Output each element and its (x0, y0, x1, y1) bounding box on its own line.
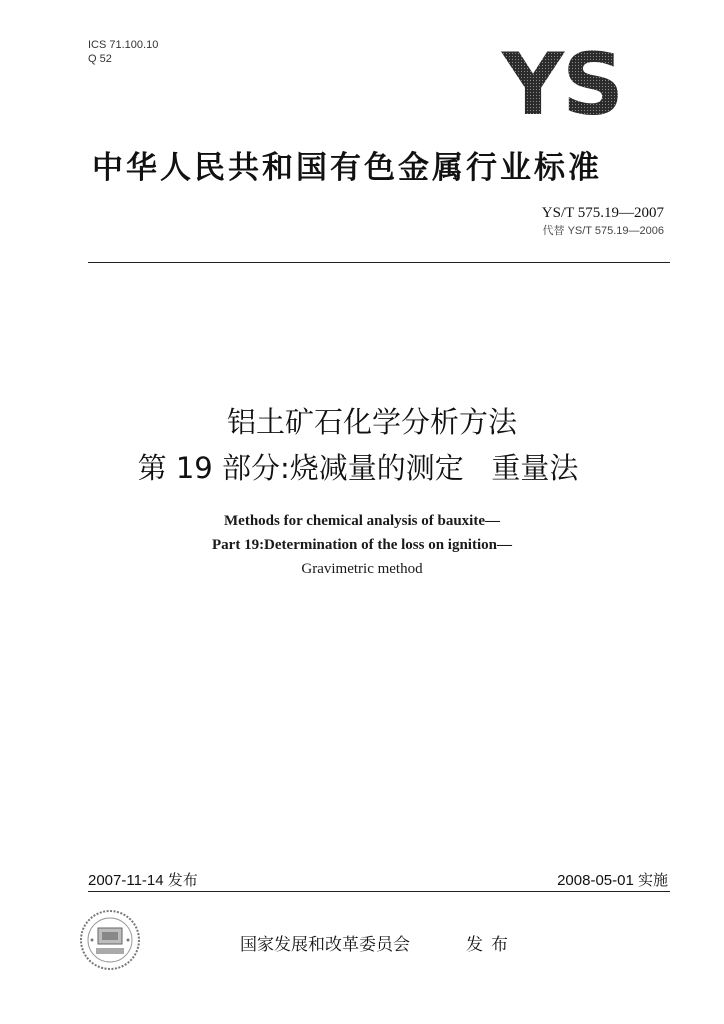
classification-codes (88, 38, 158, 66)
ics-code: ICS 71.100.10 (88, 39, 159, 51)
official-seal-icon (78, 908, 142, 972)
organization-title: 中华人民共和国有色金属行业标准 (92, 150, 602, 186)
chinese-title-line-1: 铝土矿石化学分析方法 (226, 405, 517, 439)
english-title-line-3: Gravimetric method (301, 561, 423, 577)
replaces-code: 代替 YS/T 575.19—2006 (542, 225, 664, 237)
english-title-line-2: Part 19:Determination of the loss on ignition— (212, 537, 512, 553)
implementation-date: 2008-05-01 实施 (557, 872, 668, 889)
standard-number-block (542, 204, 664, 240)
logo-text: YS (501, 46, 623, 118)
category-code: Q 52 (88, 53, 112, 65)
standard-code: YS/T 575.19—2007 (541, 205, 664, 221)
issue-date: 2007-11-14 发布 (88, 872, 198, 889)
english-title (0, 509, 724, 581)
header-divider (88, 262, 670, 263)
ys-logo (487, 46, 637, 118)
publisher-name: 国家发展和改革委员会 (240, 935, 410, 955)
english-title-line-1: Methods for chemical analysis of bauxite— (224, 513, 500, 529)
footer-divider (88, 891, 670, 892)
publish-label: 发布 (466, 935, 516, 955)
chinese-title-line-2: 第 19 部分:烧减量的测定 重量法 (137, 451, 579, 485)
